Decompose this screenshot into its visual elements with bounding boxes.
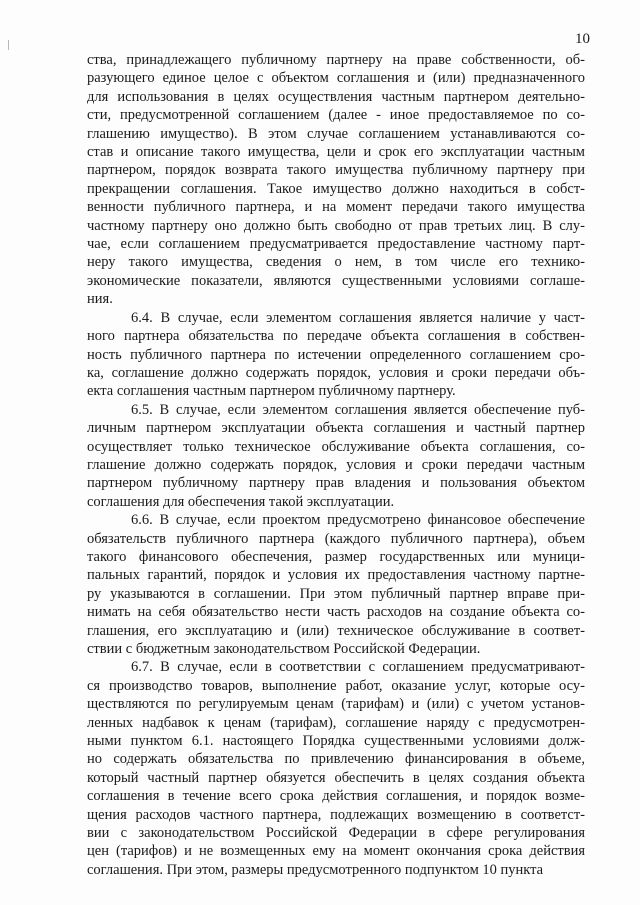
text-line: такого финансового обеспечения, размер государственных или муници- [87, 548, 585, 565]
text-line: для использования в целях осуществления частным партнером деятельно- [87, 88, 585, 105]
text-line: цен (тарифов) и не возмещенных ему на момент окончания срока действия [87, 843, 585, 860]
paragraph [87, 309, 585, 401]
paragraph [87, 511, 585, 658]
paragraph [87, 401, 585, 511]
text-line: ществляются по регулируемым ценам (тарифам) и (или) с учетом установ- [87, 696, 585, 713]
text-line: став и описание такого имущества, цели и срок его эксплуатации частным [87, 144, 585, 161]
text-line: глашение должно содержать порядок, условия и сроки передачи частным [87, 456, 585, 473]
text-line: неру такого имущества, сведения о нем, в том числе его технико- [87, 254, 585, 271]
page-number: 10 [575, 31, 590, 47]
text-line: соглашения для обеспечения такой эксплуатации. [87, 493, 395, 510]
text-line: обязательств публичного партнера (каждого публичного партнера), объем [87, 530, 585, 547]
text-line: 6.5. В случае, если элементом соглашения является обеспечение пуб- [131, 401, 585, 418]
text-line: ность публичного партнера по истечении определенного соглашением сро- [87, 346, 585, 363]
text-line: ся производство товаров, выполнение работ, оказание услуг, которые осу- [87, 677, 585, 694]
text-line: сти, предусмотренной соглашением (далее - иное предоставляемое по со- [87, 107, 585, 124]
text-line: ства, принадлежащего публичному партнеру на праве собственности, об- [87, 52, 585, 68]
paragraph [87, 658, 585, 879]
scan-edge-mark [8, 40, 9, 50]
text-line: ленных надбавок к ценам (тарифам), соглашение наряду с предусмотрен- [87, 714, 585, 731]
text-line: который частный партнер обязуется обеспечить в целях создания объекта [87, 769, 585, 786]
text-line: экономические показатели, являются существенными условиями соглаше- [87, 272, 585, 289]
text-line: соглашения в течение всего срока действия соглашения, и порядок возме- [87, 788, 585, 805]
text-line: прекращении соглашения. Такое имущество должно находиться в собст- [87, 180, 585, 197]
document-body [87, 51, 585, 879]
text-line: осуществляет только техническое обслуживание объекта соглашения, со- [87, 438, 585, 455]
text-line: венности публичного партнера, и на момент передачи такого имущества [87, 199, 585, 216]
text-line: личным партнером эксплуатации объекта соглашения и частный партнер [87, 420, 585, 437]
text-line: ния. [87, 291, 113, 308]
text-line: партнером, порядок возврата такого имущества публичному партнеру при [87, 162, 585, 179]
text-line: пальных гарантий, порядок и условия их предоставления частному партне- [87, 567, 585, 584]
text-line: чае, если соглашением предусматривается предоставление частному парт- [87, 236, 585, 253]
text-line: 6.6. В случае, если проектом предусмотрено финансовое обеспечение [131, 512, 585, 529]
text-line: глашения, его эксплуатацию и (или) техническое обслуживание в соответ- [87, 622, 585, 639]
text-line: екта соглашения частным партнером публичному партнеру. [87, 383, 456, 400]
text-line: разующего единое целое с объектом соглашения и (или) предназначенного [87, 70, 585, 87]
text-line: частному партнеру оно должно быть свободно от прав третьих лиц. В слу- [87, 217, 585, 234]
text-line: партнером публичному партнеру прав владения и пользования объектом [87, 475, 585, 492]
text-line: но содержать обязательства по привлечению финансирования в объеме, [87, 751, 585, 768]
text-line: 6.7. В случае, если в соответствии с соглашением предусматривают- [131, 659, 585, 676]
text-line: 6.4. В случае, если элементом соглашения является наличие у част- [131, 309, 585, 326]
text-line: ного партнера обязательства по передаче объекта соглашения в собствен- [87, 328, 585, 345]
paragraph [87, 51, 585, 309]
text-line: вии с законодательством Российской Федерации в сфере регулирования [87, 825, 585, 842]
text-line: ствии с бюджетным законодательством Российской Федерации. [87, 641, 481, 657]
text-line: ными пунктом 6.1. настоящего Порядка существенными условиями долж- [87, 733, 585, 750]
text-line: ру указываются в соглашении. При этом публичный партнер вправе при- [87, 585, 585, 602]
text-line: соглашения. При этом, размеры предусмотренного подпунктом 10 пункта [87, 861, 544, 878]
text-line: ка, соглашение должно содержать порядок, условия и сроки передачи объ- [87, 364, 585, 381]
text-line: нимать на себя обязательство нести часть расходов на создание объекта со- [87, 604, 585, 621]
text-line: щения расходов частного партнера, подлежащих возмещению в соответст- [87, 806, 585, 823]
text-line: глашению имущество). В этом случае соглашением устанавливаются со- [87, 125, 585, 142]
